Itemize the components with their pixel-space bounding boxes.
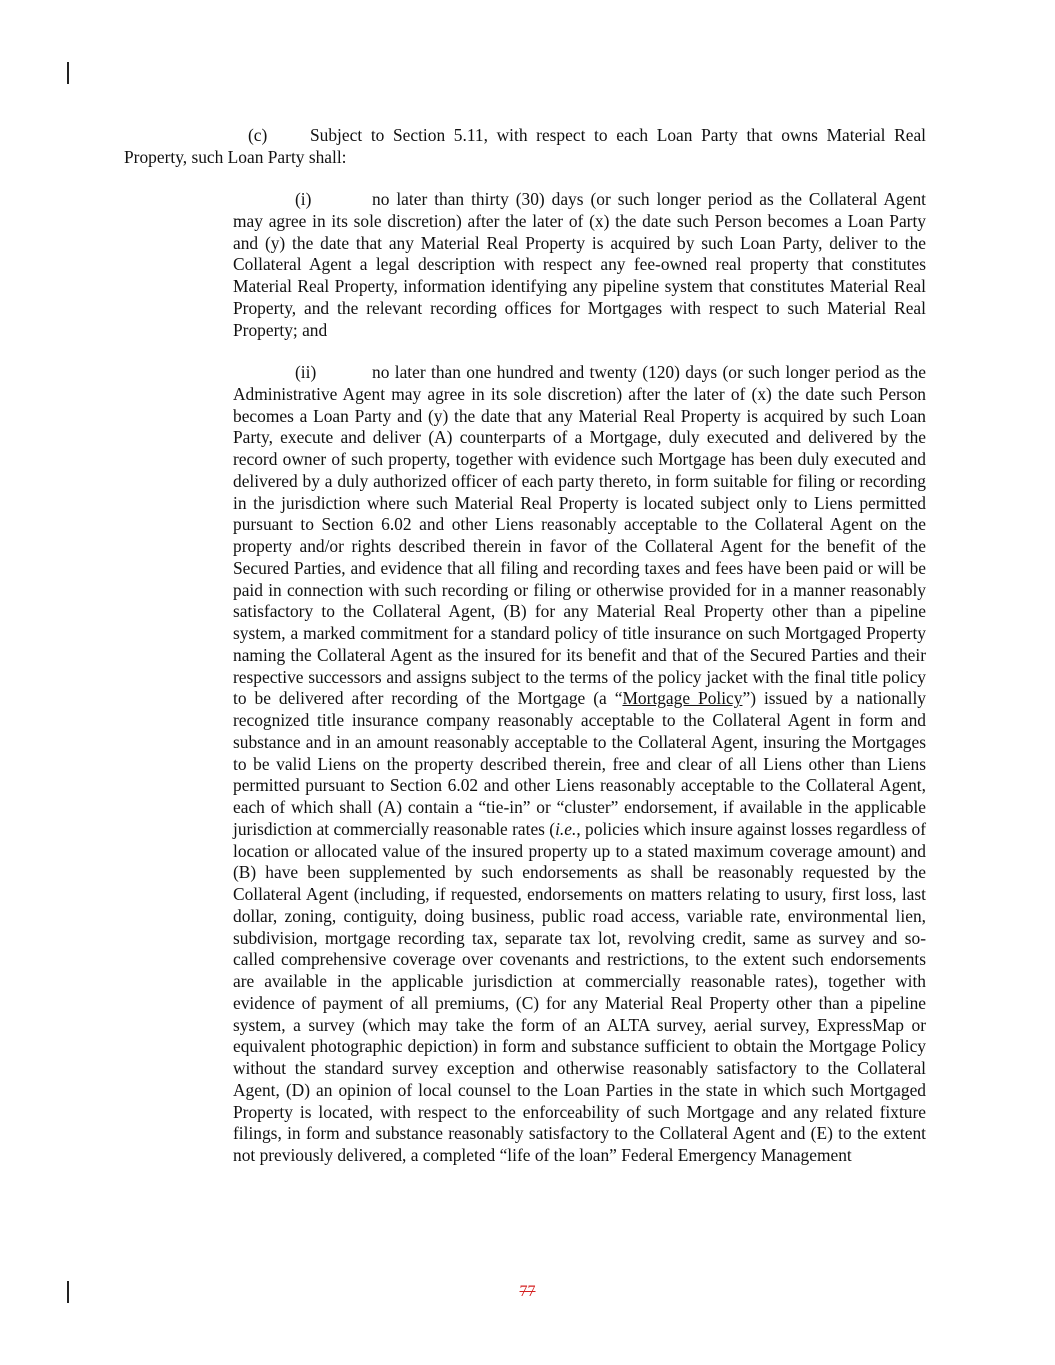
mortgage-policy-defined-term: Mortgage Policy	[622, 688, 743, 709]
clause-ii	[233, 362, 926, 1167]
paragraph-c	[124, 125, 926, 169]
clause-i	[233, 189, 926, 341]
clause-ii-text-part-1: no later than one hundred and twenty (120) days (or such longer period as the Administrative Agent may agree in its sole discretion) after the later of (x) the date such Person becomes a Loan Party and (y) the date that any Material Real Property is acquired by such Loan Party, execute and deliver (A) counterparts of a Mortgage, duly executed and delivered by the record owner of such property, together with evidence such Mortgage has been duly executed and delivered by a duly authorized officer of each party thereto, in form suitable for filing or recording in the jurisdiction where such Material Real Property is located subject only to Liens permitted pursuant to Section 6.02 and other Liens reasonably acceptable to the Collateral Agent on the property and/or rights described therein in favor of the Collateral Agent for the benefit of the Secured Parties, and evidence that all filing and recording taxes and fees have been paid or will be paid in connection with such recording or filing or otherwise provided for in a manner reasonably satisfactory to the Collateral Agent, (B) for any Material Real Property other than a pipeline system, a marked commitment for a standard policy of title insurance on such Mortgaged Property naming the Collateral Agent as the insured for its benefit and that of the Secured Parties and their respective successors and assigns subject to the terms of the policy jacket with the final title policy to be delivered after recording of the Mortgage (a “	[233, 362, 926, 709]
clause-ii-text-part-3: , policies which insure against losses regardless of location or allocated value of the insured property up to a stated maximum coverage amount) and (B) have been supplemented by such endorsements as shall be reasonably requested by the Collateral Agent (including, if requested, endorsements on matters relating to usury, first loss, last dollar, zoning, contiguity, doing business, public road access, variable rate, environmental lien, subdivision, mortgage recording tax, separate tax lot, revolving credit, same as survey and so-called comprehensive coverage over covenants and restrictions, to the extent such endorsements are available in the applicable jurisdiction at commercially reasonable rates), together with evidence of payment of all premiums, (C) for any Material Real Property other than a pipeline system, a survey (which may take the form of an ALTA survey, aerial survey, ExpressMap or equivalent photographic depiction) in form and substance sufficient to obtain the Mortgage Policy without the standard survey exception and otherwise reasonably satisfactory to the Collateral Agent, (D) an opinion of local counsel to the Loan Parties in the state in which such Mortgaged Property is located, with respect to the enforceability of such Mortgage and any related fixture filings, in form and substance reasonably satisfactory to the Collateral Agent and (E) to the extent not previously delivered, a completed “life of the loan” Federal Emergency Management	[233, 818, 927, 1165]
revision-change-bar-top	[67, 62, 69, 84]
clause-ii-text-part-2: ”) issued by a nationally recognized title insurance company reasonably acceptable to the Collateral Agent in form and substance and in an amount reasonably acceptable to the Collateral Agent, insuring the Mortgages to be valid Liens on the property described therein, free and clear of all Liens other than Liens permitted pursuant to Section 6.02 and other Liens reasonably acceptable to the Collateral Agent, each of which shall (A) contain a “tie-in” or “cluster” endorsement, if available in the applicable jurisdiction at commercially reasonable rates (	[233, 688, 926, 839]
paragraph-c-text: Subject to Section 5.11, with respect to each Loan Party that owns Material Real Property, such Loan Party shall:	[124, 125, 926, 167]
clause-i-enumerator: (i)	[295, 189, 312, 209]
page-number: 77	[519, 1283, 536, 1300]
clause-i-text: no later than thirty (30) days (or such longer period as the Collateral Agent may agree in its sole discretion) after the later of (x) the date such Person becomes a Loan Party and (y) the date that any Material Real Property is acquired by such Loan Party, deliver to the Collateral Agent a legal description with respect any fee-owned real property that constitutes Material Real Property, information identifying any pipeline system that constitutes Material Real Property, and the relevant recording offices for Mortgages with respect to such Material Real Property; and	[233, 189, 926, 340]
clause-ii-enumerator: (ii)	[295, 362, 317, 382]
ie-abbreviation: i.e.	[555, 818, 577, 839]
paragraph-c-enumerator: (c)	[248, 125, 268, 145]
